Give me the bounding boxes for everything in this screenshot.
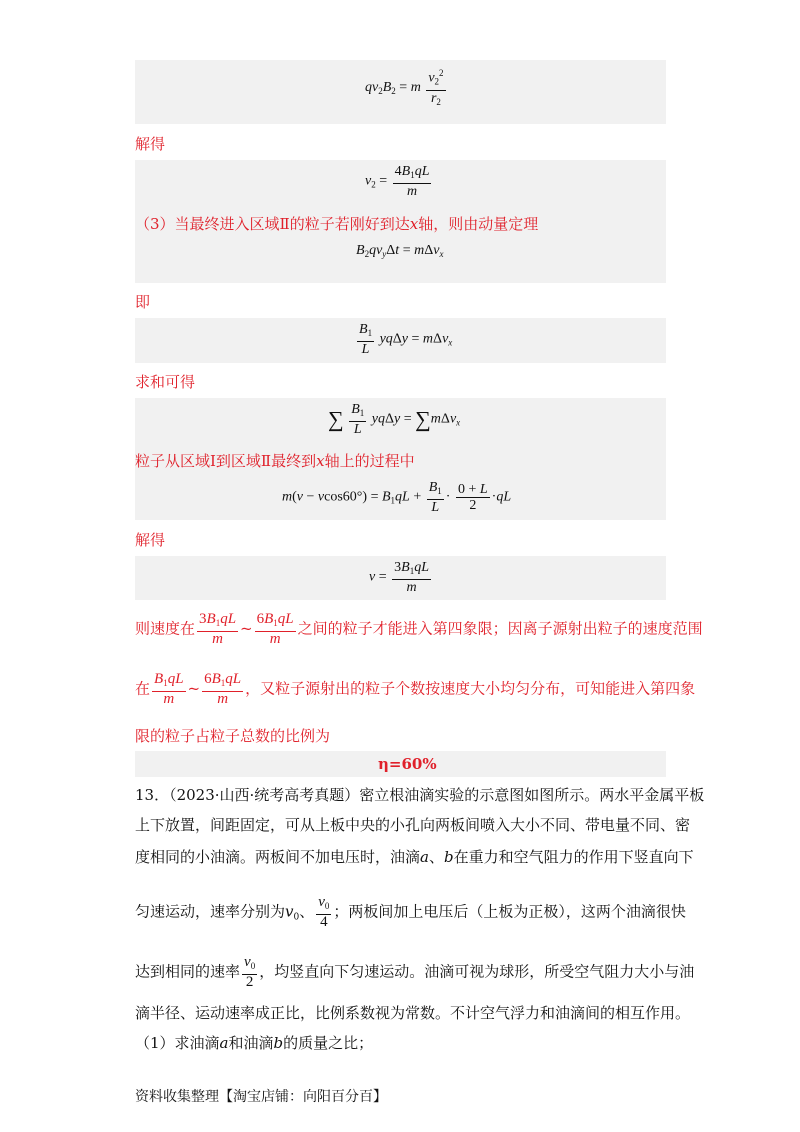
range-line-1: 则速度在 $\frac{3B_1qL}{m}$ ~ $\frac{6B_1qL}{m}$ 之间的粒子才能进入第四象限；因离子源射出粒子的速度范围 [135,611,703,647]
equation-momentum: $B_2qv_y\Delta t = m\Delta v_x$ [356,243,444,259]
footer-note: 资料收集整理【淘宝店铺：向阳百分百】 [135,1089,387,1105]
equation-v: v = $\frac{3B_1qL}{m}$ [369,560,429,595]
equation-ji: $\frac{B_1}{L}$ yqΔy = mΔv$_x$ [359,322,453,357]
question-line-3: 度相同的小油滴。两板间不加电压时，油滴a、b在重力和空气阻力的作用下竖直向下 [135,848,694,866]
question-line-7: （1）求油滴a和油滴b的质量之比； [135,1034,374,1052]
question-line-5: 达到相同的速率 $\frac{v_0}{2}$ ，均竖直向下匀速运动。油滴可视为球形，所受空气阻力大小与油 [135,954,695,990]
question-line-2: 上下放置，间距固定，可从上板中央的小孔向两板间喷入大小不同、带电量不同、密 [135,816,691,834]
equation-qv2b2: $qv_2B_2 = m$ $\frac{v_2^2}{r_2}$ [365,68,444,107]
label-jiede-1: 解得 [135,135,166,153]
label-jiede-2: 解得 [135,531,166,549]
equation-v2: $v_2$ = $\frac{4B_1qL}{m}$ [365,164,430,199]
equation-process: $m(v - vcos60^\circ) = B_1qL$ + $\frac{B_1}{L}$ · $\frac{0 + L}{2}$ ·qL [282,480,512,515]
question-line-4: 匀速运动，速率分别为$v_0$、 $\frac{v_0}{4}$ ；两板间加上电压后（上板为正极），这两个油滴很快 [135,894,686,930]
label-ji: 即 [135,293,151,311]
process-text: 粒子从区域Ⅰ到区域Ⅱ最终到x轴上的过程中 [135,452,415,470]
question-line-1: 13．（2023·山西·统考高考真题）密立根油滴实验的示意图如图所示。两水平金属平板 [135,786,705,804]
equation-sum: ∑ $\frac{B_1}{L}$ yqΔy = ∑mΔv$_x$ [328,402,461,437]
question-line-6: 滴半径、运动速率成正比，比例系数视为常数。不计空气浮力和油滴间的相互作用。 [135,1004,691,1022]
range-line-3: 限的粒子占粒子总数的比例为 [135,727,331,745]
range-line-2: 在 $\frac{B_1qL}{m}$ ~ $\frac{6B_1qL}{m}$ ，又粒子源射出的粒子个数按速度大小均匀分布，可知能进入第四象 [135,671,696,707]
step3-text: （3）当最终进入区域Ⅱ的粒子若刚好到达x轴，则由动量定理 [135,215,539,233]
result-eta: η=60% [378,755,437,773]
label-qiuhe: 求和可得 [135,373,196,391]
